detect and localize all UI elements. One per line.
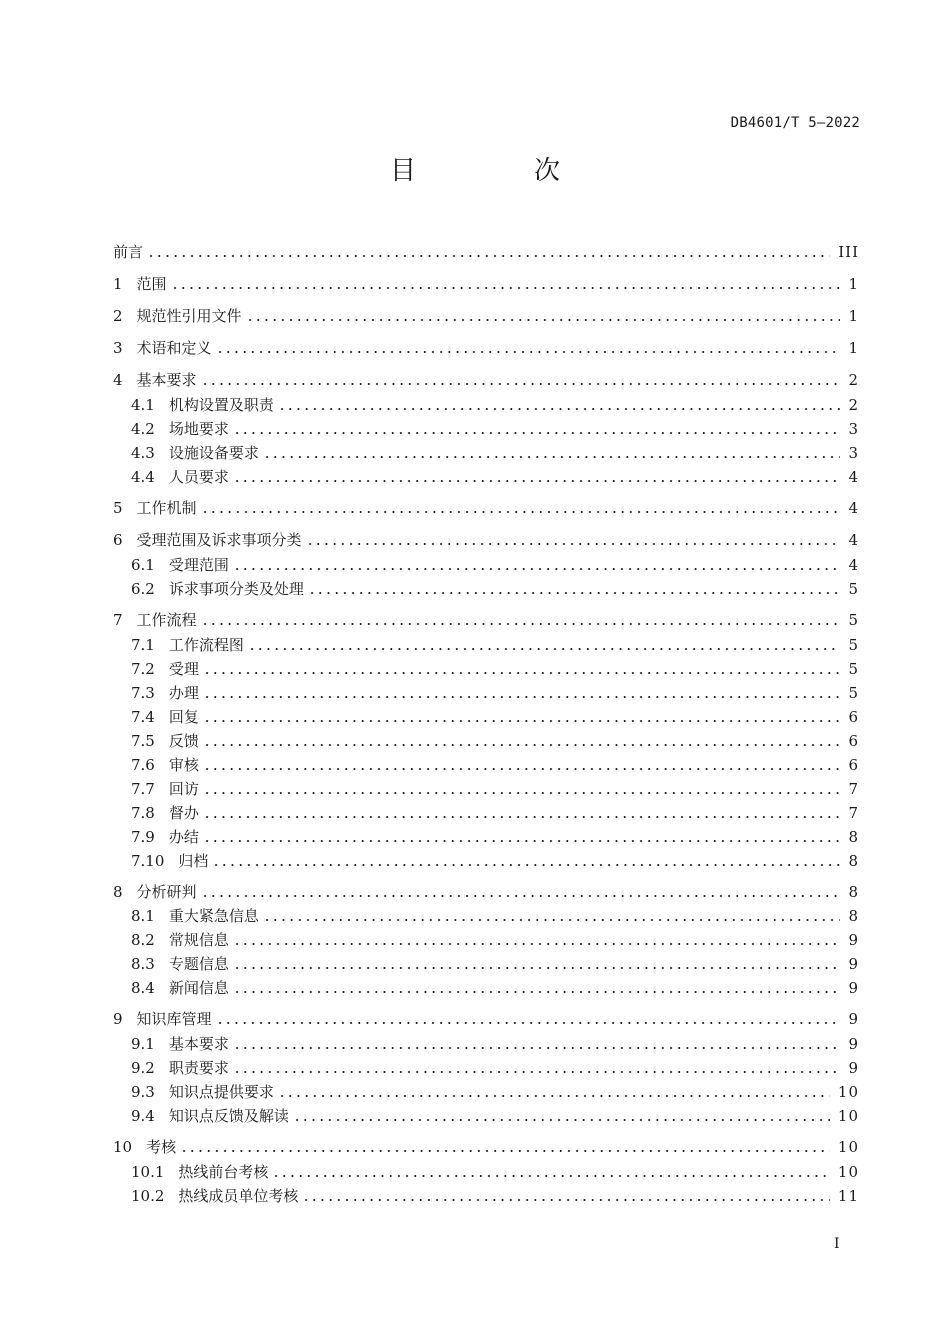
toc-entry[interactable] — [113, 1005, 859, 1029]
toc-leader-dots — [272, 1175, 829, 1177]
toc-entry-page: 6 — [848, 708, 859, 726]
toc-entry-label: 办理 — [168, 684, 199, 702]
toc-entry-page: 8 — [848, 852, 859, 870]
toc-leader-dots — [233, 1047, 841, 1049]
toc-entry-page: 8 — [848, 907, 859, 925]
toc-entry-page: 4 — [848, 468, 859, 486]
toc-entry[interactable] — [113, 679, 859, 703]
toc-leader-dots — [293, 1119, 830, 1121]
toc-entry[interactable] — [113, 902, 859, 926]
toc-entry[interactable] — [113, 703, 859, 727]
toc-entry-number: 4.1 — [131, 396, 155, 414]
toc-entry-label: 回访 — [168, 780, 199, 798]
toc-entry[interactable] — [113, 655, 859, 679]
toc-entry-label: 知识点反馈及解读 — [168, 1107, 289, 1125]
toc-entry-number: 9 — [113, 1010, 123, 1028]
toc-entry[interactable] — [113, 334, 859, 358]
toc-entry-label: 范围 — [136, 275, 167, 293]
toc-entry[interactable] — [113, 1030, 859, 1054]
toc-entry[interactable] — [113, 751, 859, 775]
toc-entry[interactable] — [113, 302, 859, 326]
toc-entry-number: 7.9 — [131, 828, 155, 846]
toc-leader-dots — [306, 543, 841, 545]
toc-leader-dots — [203, 744, 841, 746]
toc-entry[interactable] — [113, 926, 859, 950]
toc-entry-label: 设施设备要求 — [168, 444, 259, 462]
toc-entry-number: 5 — [113, 499, 123, 517]
toc-entry-label: 职责要求 — [168, 1059, 229, 1077]
toc-entry[interactable] — [113, 606, 859, 630]
toc-entry-label: 分析研判 — [136, 883, 197, 901]
toc-entry-page: 7 — [848, 804, 859, 822]
toc-leader-dots — [263, 919, 841, 921]
toc-entry-page: 5 — [848, 660, 859, 678]
toc-entry-label: 术语和定义 — [136, 339, 212, 357]
toc-entry-label: 专题信息 — [168, 955, 229, 973]
toc-entry-label: 常规信息 — [168, 931, 229, 949]
toc-leader-dots — [201, 383, 841, 385]
toc-entry-page: 6 — [848, 756, 859, 774]
toc-entry-page: 10 — [837, 1107, 859, 1125]
toc-entry-page: 10 — [837, 1083, 859, 1101]
toc-entry-label: 工作机制 — [136, 499, 197, 517]
toc-leader-dots — [248, 648, 841, 650]
toc-entry-page: 7 — [848, 780, 859, 798]
toc-entry-label: 回复 — [168, 708, 199, 726]
toc-entry-number: 8.4 — [131, 979, 155, 997]
toc-entry[interactable] — [113, 1133, 859, 1157]
toc-entry-page: 10 — [837, 1138, 859, 1156]
toc-entry-page: 1 — [848, 339, 859, 357]
toc-entry-number: 8 — [113, 883, 123, 901]
toc-entry-number: 7 — [113, 611, 123, 629]
toc-entry-label: 重大紧急信息 — [168, 907, 259, 925]
toc-entry-number: 10.2 — [131, 1187, 165, 1205]
toc-entry[interactable] — [113, 878, 859, 902]
toc-entry-page: 2 — [848, 396, 859, 414]
toc-leader-dots — [278, 1095, 830, 1097]
toc-leader-dots — [201, 895, 841, 897]
toc-entry-page: 11 — [837, 1187, 859, 1205]
toc-entry-page: 1 — [848, 307, 859, 325]
toc-entry-number: 10.1 — [131, 1163, 165, 1181]
toc-entry-number: 6.2 — [131, 580, 155, 598]
toc-entry-number: 8.3 — [131, 955, 155, 973]
toc-leader-dots — [216, 1022, 841, 1024]
toc-leader-dots — [203, 768, 841, 770]
toc-entry-label: 工作流程 — [136, 611, 197, 629]
toc-entry-number: 7.6 — [131, 756, 155, 774]
toc-entry-number: 9.1 — [131, 1035, 155, 1053]
toc-entry-page: 8 — [848, 883, 859, 901]
toc-entry-page: 5 — [848, 580, 859, 598]
toc-entry[interactable] — [113, 974, 859, 998]
toc-leader-dots — [233, 967, 841, 969]
toc-leader-dots — [212, 864, 840, 866]
toc-entry-number: 1 — [113, 275, 123, 293]
toc-leader-dots — [201, 623, 841, 625]
toc-entry[interactable] — [113, 799, 859, 823]
toc-entry[interactable] — [113, 415, 859, 439]
toc-entry-page: 4 — [848, 556, 859, 574]
toc-entry-number: 9.2 — [131, 1059, 155, 1077]
toc-entry-number: 9.3 — [131, 1083, 155, 1101]
toc-entry-number: 7.4 — [131, 708, 155, 726]
toc-entry-label: 热线成员单位考核 — [178, 1187, 299, 1205]
toc-entry-label: 人员要求 — [168, 468, 229, 486]
toc-entry-number: 7.2 — [131, 660, 155, 678]
toc-entry-label: 受理范围 — [168, 556, 229, 574]
toc-entry[interactable] — [113, 775, 859, 799]
toc-leader-dots — [147, 255, 830, 257]
toc-entry[interactable] — [113, 439, 859, 463]
toc-entry-page: 5 — [848, 684, 859, 702]
toc-entry[interactable] — [113, 526, 859, 550]
toc-entry[interactable] — [113, 727, 859, 751]
toc-leader-dots — [233, 943, 841, 945]
toc-entry-page: 5 — [848, 636, 859, 654]
toc-entry-number: 8.2 — [131, 931, 155, 949]
toc-entry-number: 4.4 — [131, 468, 155, 486]
toc-entry-number: 4.3 — [131, 444, 155, 462]
toc-leader-dots — [246, 319, 841, 321]
toc-entry[interactable] — [113, 631, 859, 655]
toc-entry-label: 基本要求 — [168, 1035, 229, 1053]
toc-entry-number: 6.1 — [131, 556, 155, 574]
toc-entry-number: 7.7 — [131, 780, 155, 798]
toc-entry-label: 新闻信息 — [168, 979, 229, 997]
toc-entry[interactable] — [113, 391, 859, 415]
toc-entry-label: 机构设置及职责 — [168, 396, 274, 414]
toc-entry-page: 9 — [848, 955, 859, 973]
page-number: I — [834, 1236, 840, 1252]
toc-entry[interactable] — [113, 551, 859, 575]
toc-entry-page: 9 — [848, 1035, 859, 1053]
toc-leader-dots — [180, 1150, 830, 1152]
toc-leader-dots — [203, 792, 841, 794]
toc-leader-dots — [233, 568, 841, 570]
toc-leader-dots — [216, 351, 841, 353]
toc-entry-page: 9 — [848, 979, 859, 997]
toc-entry-page: 9 — [848, 1010, 859, 1028]
toc-entry-label: 审核 — [168, 756, 199, 774]
toc-entry-page: 3 — [848, 444, 859, 462]
toc-entry-page: 1 — [848, 275, 859, 293]
toc-entry-number: 7.3 — [131, 684, 155, 702]
toc-entry[interactable] — [113, 1158, 859, 1182]
toc-entry-number: 7.10 — [131, 852, 165, 870]
toc-leader-dots — [203, 840, 841, 842]
toc-entry-number: 3 — [113, 339, 123, 357]
toc-entry-number: 7.1 — [131, 636, 155, 654]
toc-entry-label: 场地要求 — [168, 420, 229, 438]
toc-entry-number: 7.5 — [131, 732, 155, 750]
toc-entry-label: 受理 — [168, 660, 199, 678]
toc-entry[interactable] — [113, 494, 859, 518]
toc-entry-page: 4 — [848, 499, 859, 517]
toc-entry-page: 9 — [848, 1059, 859, 1077]
toc-entry-page: 8 — [848, 828, 859, 846]
toc-entry-label: 前言 — [113, 243, 144, 261]
toc-entry-number: 9.4 — [131, 1107, 155, 1125]
toc-leader-dots — [233, 991, 841, 993]
toc-entry-page: 6 — [848, 732, 859, 750]
toc-entry[interactable] — [113, 238, 859, 262]
toc-leader-dots — [203, 816, 841, 818]
toc-entry-label: 诉求事项分类及处理 — [168, 580, 304, 598]
toc-entry-number: 4.2 — [131, 420, 155, 438]
toc-entry-page: 2 — [848, 371, 859, 389]
toc-leader-dots — [203, 720, 841, 722]
toc-entry-label: 工作流程图 — [168, 636, 244, 654]
toc-leader-dots — [203, 696, 841, 698]
toc-entry[interactable] — [113, 823, 859, 847]
toc-leader-dots — [263, 456, 841, 458]
toc-entry[interactable] — [113, 847, 859, 871]
toc-entry-page: 4 — [848, 531, 859, 549]
toc-entry-label: 反馈 — [168, 732, 199, 750]
toc-entry[interactable] — [113, 950, 859, 974]
toc-entry-label: 办结 — [168, 828, 199, 846]
toc-entry-label: 知识点提供要求 — [168, 1083, 274, 1101]
toc-entry[interactable] — [113, 1102, 859, 1126]
toc-entry-number: 4 — [113, 371, 123, 389]
toc-entry-label: 归档 — [178, 852, 209, 870]
toc-entry-label: 受理范围及诉求事项分类 — [136, 531, 302, 549]
toc-entry-page: 5 — [848, 611, 859, 629]
document-code: DB4601/T 5—2022 — [730, 115, 860, 131]
toc-entry-label: 热线前台考核 — [178, 1163, 269, 1181]
toc-entry-page: 9 — [848, 931, 859, 949]
toc-entry-label: 规范性引用文件 — [136, 307, 242, 325]
toc-entry-label: 督办 — [168, 804, 199, 822]
toc-entry-label: 考核 — [146, 1138, 177, 1156]
toc-entry[interactable] — [113, 463, 859, 487]
toc-leader-dots — [233, 1071, 841, 1073]
toc-entry[interactable] — [113, 270, 859, 294]
toc-leader-dots — [308, 592, 841, 594]
toc-entry-page: III — [838, 243, 859, 261]
toc-entry[interactable] — [113, 1054, 859, 1078]
toc-entry-label: 基本要求 — [136, 371, 197, 389]
toc-entry[interactable] — [113, 1182, 859, 1206]
toc-entry[interactable] — [113, 1078, 859, 1102]
toc-leader-dots — [233, 480, 841, 482]
toc-entry-number: 7.8 — [131, 804, 155, 822]
toc-entry-page: 10 — [837, 1163, 859, 1181]
toc-leader-dots — [233, 432, 841, 434]
toc-entry-label: 知识库管理 — [136, 1010, 212, 1028]
toc-entry-number: 10 — [113, 1138, 133, 1156]
toc-entry-number: 6 — [113, 531, 123, 549]
toc-entry-page: 3 — [848, 420, 859, 438]
toc-leader-dots — [302, 1199, 829, 1201]
toc-leader-dots — [201, 511, 841, 513]
page-title: 目 次 — [389, 156, 606, 186]
toc-leader-dots — [278, 408, 841, 410]
toc-entry-number: 8.1 — [131, 907, 155, 925]
toc-leader-dots — [203, 672, 841, 674]
toc-leader-dots — [171, 287, 841, 289]
toc-entry-number: 2 — [113, 307, 123, 325]
toc-entry[interactable] — [113, 575, 859, 599]
toc-entry[interactable] — [113, 366, 859, 390]
